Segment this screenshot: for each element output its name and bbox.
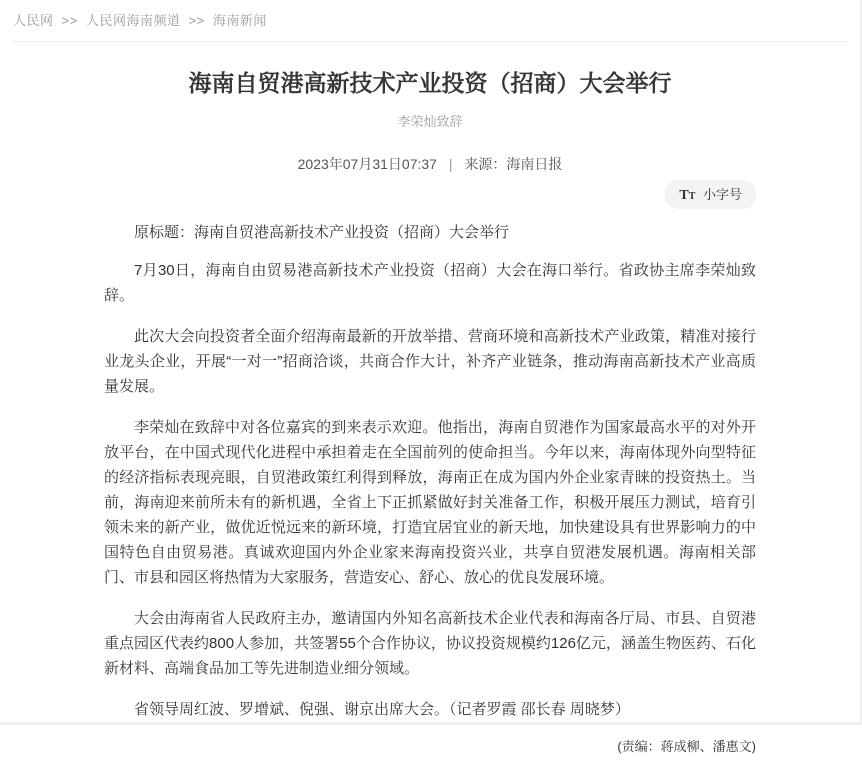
article-paragraph: 大会由海南省人民政府主办，邀请国内外知名高新技术企业代表和海南各厅局、市县、自贸港重点园区代表约800人参加，共签署55个合作协议，协议投资规模约126亿元，涵盖生物医药、石化新材料、高端食品加工等先进制造业细分领域。 — [104, 610, 756, 678]
breadcrumb-item-peoplecn[interactable]: 人民网 — [13, 13, 54, 28]
font-size-button-label: 小字号 — [702, 187, 742, 203]
source-link[interactable]: 海南日报 — [506, 156, 563, 173]
meta-separator: | — [448, 156, 453, 173]
original-title: 原标题：海南自贸港高新技术产业投资（招商）大会举行 — [134, 224, 510, 242]
article-paragraph: 7月30日，海南自由贸易港高新技术产业投资（招商）大会在海口举行。省政协主席李荣灿致辞。 — [104, 262, 756, 305]
article-paragraph: 此次大会向投资者全面介绍海南最新的开放举措、营商环境和高新技术产业政策，精准对接行业龙头企业，开展“一对一”招商洽谈，共商合作大计，补齐产业链条，推动海南高新技术产业高质量发展。 — [104, 328, 756, 396]
article — [104, 68, 756, 761]
font-size-button[interactable] — [665, 180, 756, 209]
breadcrumb-separator: >> — [61, 13, 78, 28]
breadcrumb-item-hainan-channel[interactable]: 人民网海南频道 — [85, 13, 181, 28]
breadcrumb — [0, 0, 860, 41]
article-meta — [104, 154, 756, 174]
article-paragraph: 李荣灿在致辞中对各位嘉宾的到来表示欢迎。他指出，海南自贸港作为国家最高水平的对外开放平台，在中国式现代化进程中承担着走在全国前列的使命担当。今年以来，海南体现外向型特征的经济指标表现亮眼，自贸港政策红利得到释放，海南正在成为国内外企业家青睐的投资热土。当前，海南迎来前所未有的新机遇，全省上下正抓紧做好封关准备工作，积极开展压力测试，培育引领未来的新产业，做优近悦远来的新环境，打造宜居宜业的新天地，加快建设具有世界影响力的中国特色自由贸易港。真诚欢迎国内外企业家来海南投资兴业，共享自贸港发展机遇。海南相关部门、市县和园区将热情为大家服务，营造安心、舒心、放心的优良发展环境。 — [104, 419, 756, 587]
article-paragraph: 省领导周红波、罗增斌、倪强、谢京出席大会。（记者罗霞 邵长春 周晓梦） — [134, 701, 630, 719]
source-label: 来源： — [464, 156, 507, 173]
article-body — [104, 258, 756, 722]
top-divider — [12, 41, 848, 42]
editor-note: (责编：蒋成柳、潘惠文) — [617, 739, 756, 755]
publish-time: 2023年07月31日07:37 — [297, 156, 437, 173]
page-title: 海南自贸港高新技术产业投资（招商）大会举行 — [188, 70, 672, 96]
breadcrumb-item-hainan-news[interactable]: 海南新闻 — [212, 13, 267, 28]
article-subtitle: 李荣灿致辞 — [397, 114, 463, 130]
article-toolbar — [104, 180, 756, 206]
font-size-icon: TT — [679, 188, 696, 204]
breadcrumb-separator: >> — [188, 13, 205, 28]
